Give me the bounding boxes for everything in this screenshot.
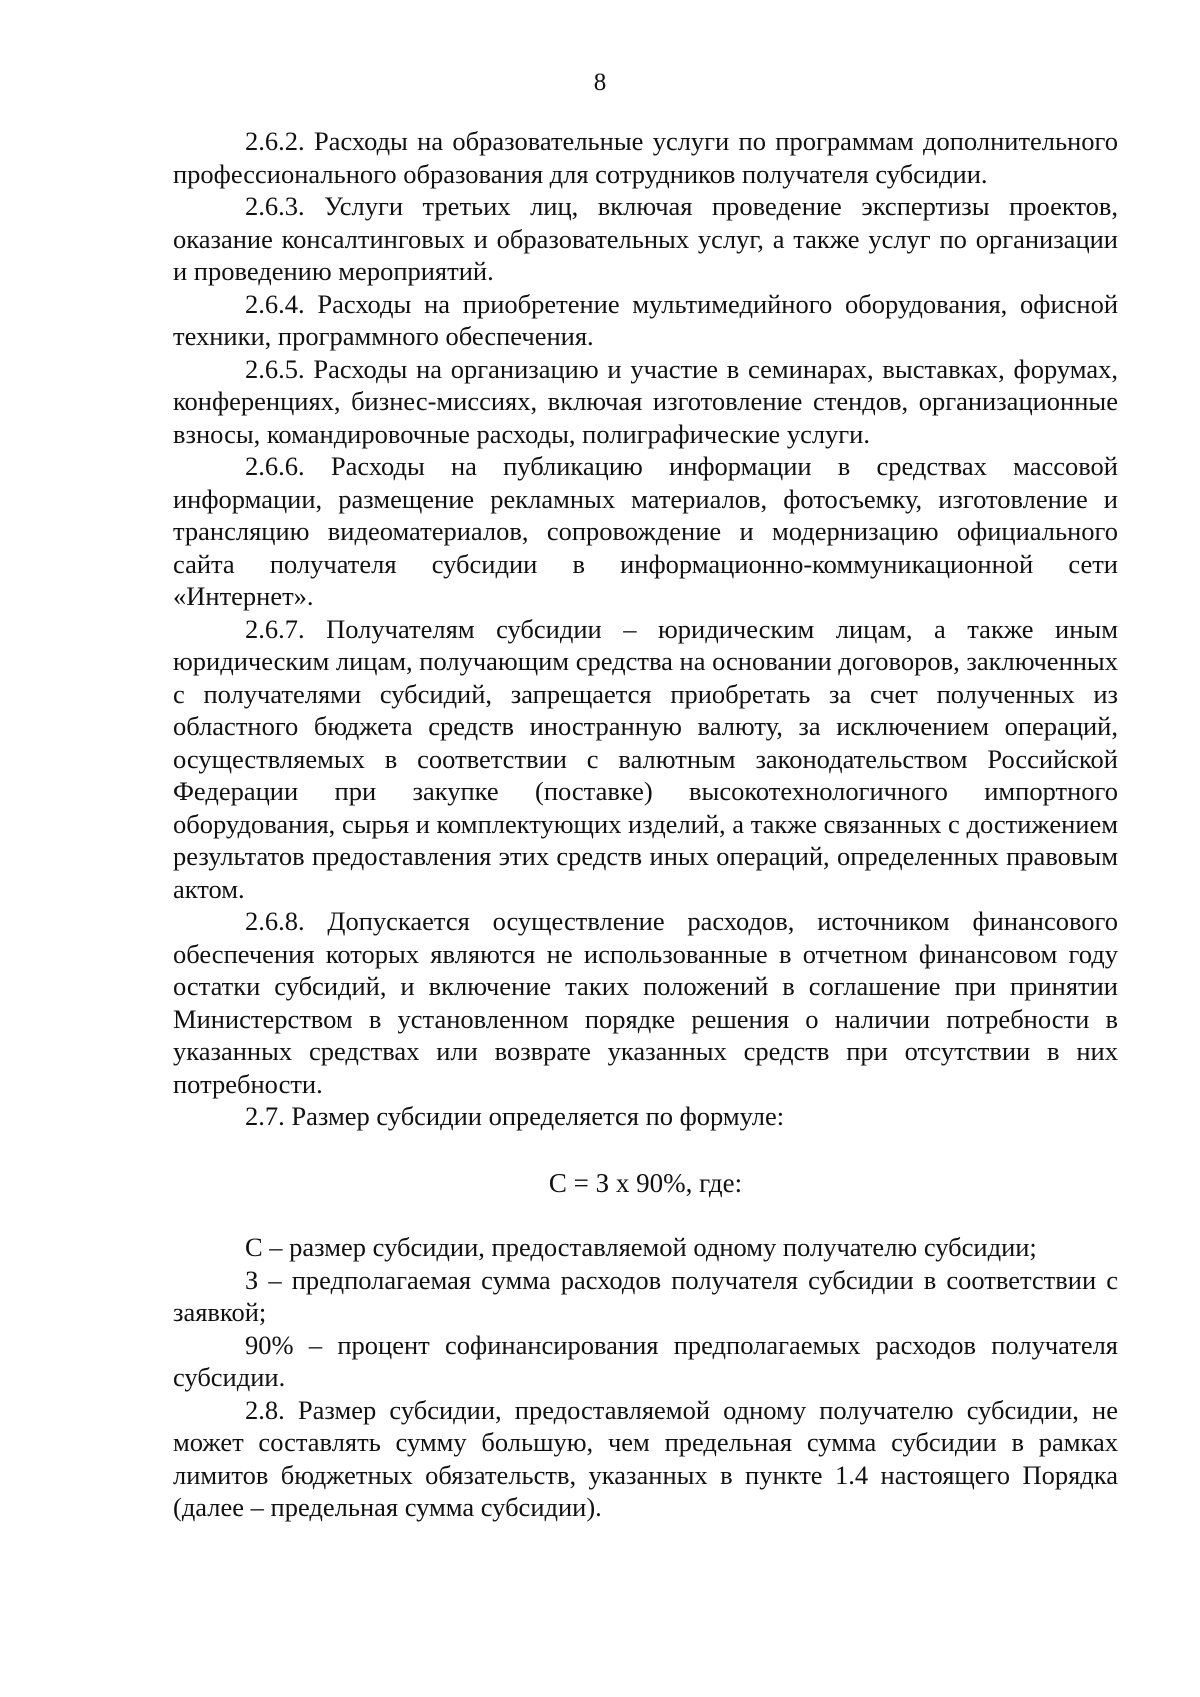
paragraph-2-6-3: 2.6.3. Услуги третьих лиц, включая проведение экспертизы проектов, оказание консалтинговых и образовательных услуг, а также услуг по организации и проведению мероприятий. — [173, 191, 1118, 286]
paragraph-2-6-5: 2.6.5. Расходы на организацию и участие в семинарах, выставках, форумах, конференциях, бизнес-миссиях, включая изготовление стендов, организационные взносы, командировочные расходы, полиграфические услуги. — [173, 353, 1118, 449]
subsidy-formula: С = З х 90%, где: — [548, 1167, 743, 1198]
paragraph-2-6-8: 2.6.8. Допускается осуществление расходов, источником финансового обеспечения которых являются не использованные в отчетном финансовом году остатки субсидий, и включение таких положений в соглашение при принятии Министерством в установленном порядке решения о наличии потребности в указанных средствах или возврате указанных средств при отсутствии в них потребности. — [173, 906, 1118, 1099]
definition-z: З – предполагаемая сумма расходов получателя субсидии в соответствии с заявкой; — [173, 1264, 1118, 1327]
paragraph-2-6-2: 2.6.2. Расходы на образовательные услуги по программам дополнительного профессионального образования для сотрудников получателя субсидии. — [173, 126, 1118, 189]
paragraph-2-6-7: 2.6.7. Получателям субсидии – юридическим лицам, а также иным юридическим лицам, получающим средства на основании договоров, заключенных с получателями субсидий, запрещается приобретать за счет полученных из областного бюджета средств иностранную валюту, за исключением операций, осуществляемых в соответствии с валютным законодательством Российской Федерации при закупке (поставке) высокотехнологичного импортного оборудования, сырья и комплектующих изделий, а также связанных с достижением результатов предоставления этих средств иных операций, определенных правовым актом. — [173, 613, 1118, 904]
paragraph-2-8: 2.8. Размер субсидии, предоставляемой одному получателю субсидии, не может составлять сумму большую, чем предельная сумма субсидии в рамках лимитов бюджетных обязательств, указанных в пункте 1.4 настоящего Порядка (далее – предельная сумма субсидии). — [173, 1394, 1118, 1522]
paragraph-2-6-6: 2.6.6. Расходы на публикацию информации в средствах массовой информации, размещение рекламных материалов, фотосъемку, изготовление и трансляцию видеоматериалов, сопровождение и модернизацию официального сайта получателя субсидии в информационно-коммуникационной сети «Интернет». — [173, 451, 1118, 611]
paragraph-2-6-4: 2.6.4. Расходы на приобретение мультимедийного оборудования, офисной техники, программного обеспечения. — [173, 288, 1118, 351]
definition-90-percent: 90% – процент софинансирования предполагаемых расходов получателя субсидии. — [173, 1329, 1118, 1392]
definition-c: С – размер субсидии, предоставляемой одному получателю субсидии; — [245, 1232, 1037, 1262]
page-number: 8 — [593, 69, 607, 96]
paragraph-2-7: 2.7. Размер субсидии определяется по формуле: — [245, 1101, 785, 1131]
document-body — [173, 125, 1118, 1524]
